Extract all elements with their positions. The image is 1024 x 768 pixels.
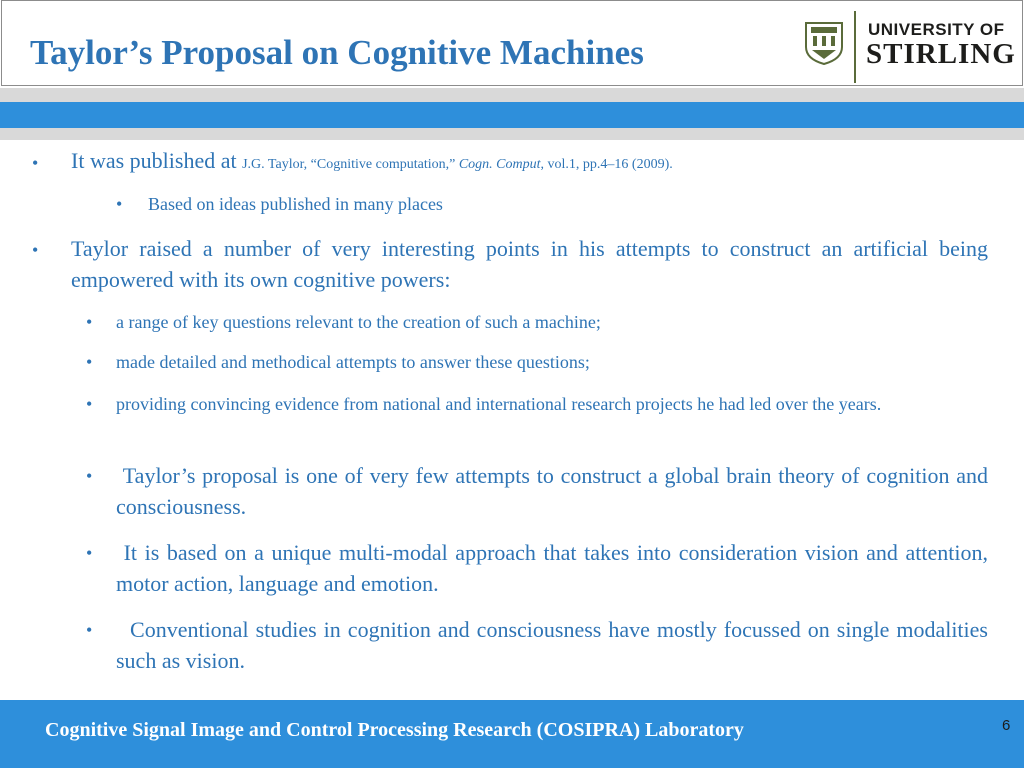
bullet: • [116,194,123,214]
footer-bar [0,700,1024,768]
title-bar [1,0,1023,86]
sub-item-attempts: made detailed and methodical attempts to answer these questions; [116,352,590,372]
taylor-raised-text: Taylor raised a number of very interesting points in his attempts to construct an artificial being empowered with its own cognitive powers: [71,236,988,292]
published-lead: It was published at [71,148,243,173]
citation-details: , vol.1, pp.4–16 (2009). [540,157,673,172]
logo-text-stirling: STIRLING [866,38,1016,70]
sub-item-conventional: Conventional studies in cognition and consciousness have mostly focussed on single modalities such as vision. [116,617,994,673]
logo-text-university-of: UNIVERSITY OF [868,20,1005,39]
bullet: • [32,240,39,260]
sub-item-proposal: Taylor’s proposal is one of very few attempts to construct a global brain theory of cognition and consciousness. [116,463,994,519]
bullet: • [86,312,93,332]
header-gray-band [0,88,1024,102]
university-crest-icon [804,21,844,65]
citation-journal: Cogn. Comput [458,157,541,172]
published-line [71,145,988,180]
sub-item-evidence: providing convincing evidence from national and international research projects he had led over the years. [116,394,882,414]
page-number: 6 [1002,717,1011,734]
bullet: • [86,394,93,414]
bullet: • [86,466,93,486]
bullet: • [86,620,93,640]
logo-divider [854,11,856,83]
footer-lab-name: Cognitive Signal Image and Control Processing Research (COSIPRA) Laboratory [45,719,744,741]
bullet: • [86,543,93,563]
sub-item-questions: a range of key questions relevant to the creation of such a machine; [116,312,601,332]
header-blue-band [0,102,1024,128]
university-logo [804,11,1014,85]
sub-item-ideas: Based on ideas published in many places [148,194,443,214]
citation [242,157,673,172]
bullet: • [32,153,39,173]
header-gray-band-lower [0,128,1024,140]
slide-title: Taylor’s Proposal on Cognitive Machines [30,33,644,72]
bullet: • [86,352,93,372]
citation-authors: J.G. Taylor, “Cognitive computation,” [242,157,459,172]
sub-item-multimodal: It is based on a unique multi-modal approach that takes into consideration vision and attention, motor action, language and emotion. [116,540,994,596]
